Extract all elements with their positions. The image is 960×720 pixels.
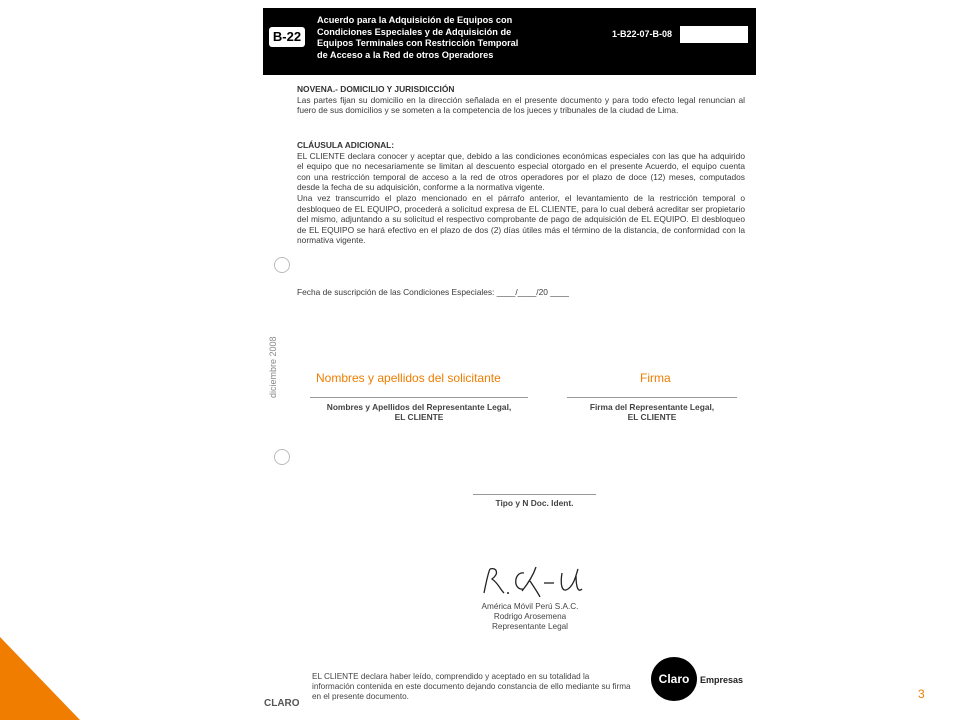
side-date-text: diciembre 2008 [268, 336, 278, 398]
clause-adicional-p2: Una vez transcurrido el plazo mencionado en el párrafo anterior, el levantamiento de la restricción temporal o desbloqueo de EL EQUIPO, procederá a solicitud expresa de EL CLIENTE, para lo cual deberá acreditar ser propietario del mismo, adjuntando a su solicitud el respectivo comprobante de pago de adquisición de EL EQUIPO. El desbloqueo de EL EQUIPO se hará efectivo en el plazo de dos (2) días útiles más el término de la distancia, de conformidad con la normativa vigente. [297, 192, 745, 246]
clause-novena-heading: NOVENA.- DOMICILIO Y JURISDICCIÓN [297, 84, 455, 94]
document-title: Acuerdo para la Adquisición de Equipos con Condiciones Especiales y de Adquisición de Equipos Terminales con Restricción Temporal de Acceso a la Red de otros Operadores [317, 15, 519, 60]
company-name: América Móvil Perú S.A.C. [481, 602, 579, 611]
representative-signature-label: Firma del Representante Legal, EL CLIENTE [589, 402, 715, 422]
document-code-field [680, 26, 748, 43]
representative-name-label: Nombres y Apellidos del Representante Legal, EL CLIENTE [326, 402, 512, 422]
company-signatory [430, 602, 630, 632]
form-code-badge: B-22 [269, 27, 305, 47]
annotation-names: Nombres y apellidos del solicitante [316, 371, 501, 385]
clause-adicional-heading: CLÁUSULA ADICIONAL: [297, 140, 395, 150]
client-declaration: EL CLIENTE declara haber leído, comprendido y aceptado en su totalidad la información contenida en este documento dejando constancia de ello mediante su firma en el presente documento. [312, 672, 631, 701]
clause-novena [297, 84, 745, 116]
clause-novena-body: Las partes fijan su domicilio en la dirección señalada en el presente documento y para todo efecto legal renuncian al fuero de sus domicilios y se someten a la competencia de los jueces y tribunales de la ciudad de Lima. [297, 94, 745, 116]
handwritten-signature [478, 563, 590, 603]
doc-id-label: Tipo y N Doc. Ident. [495, 498, 574, 508]
firma-signature-line [567, 397, 737, 398]
punch-hole-circle [274, 449, 290, 465]
claro-wordmark: CLARO [264, 698, 300, 709]
claro-empresas-label: Empresas [700, 675, 744, 685]
name-signature-line [310, 397, 528, 398]
signatory-role: Representante Legal [491, 622, 569, 631]
clause-adicional [297, 140, 745, 246]
annotation-firma: Firma [640, 371, 671, 385]
signatory-name: Rodrigo Arosemena [493, 612, 567, 621]
page-number: 3 [918, 687, 925, 701]
subscription-date-line: Fecha de suscripción de las Condiciones Especiales: ____/____/20 ____ [297, 287, 569, 297]
doc-id-line [473, 494, 596, 495]
document-code: 1-B22-07-B-08 [612, 29, 673, 39]
clause-adicional-p1: EL CLIENTE declara conocer y aceptar que, debido a las condiciones económicas especiales con las que ha adquirido el equipo que no necesariamente se limitan al descuento especial otorgado en el presente Acuerdo, el equipo cuenta con una restricción temporal de acceso a la red de otros operadores por el plazo de doce (12) meses, computados desde la fecha de su adquisición, conforme a la normativa vigente. [297, 150, 745, 193]
document-header [263, 8, 756, 75]
punch-hole-circle [274, 257, 290, 273]
claro-logo: Claro [651, 657, 697, 701]
